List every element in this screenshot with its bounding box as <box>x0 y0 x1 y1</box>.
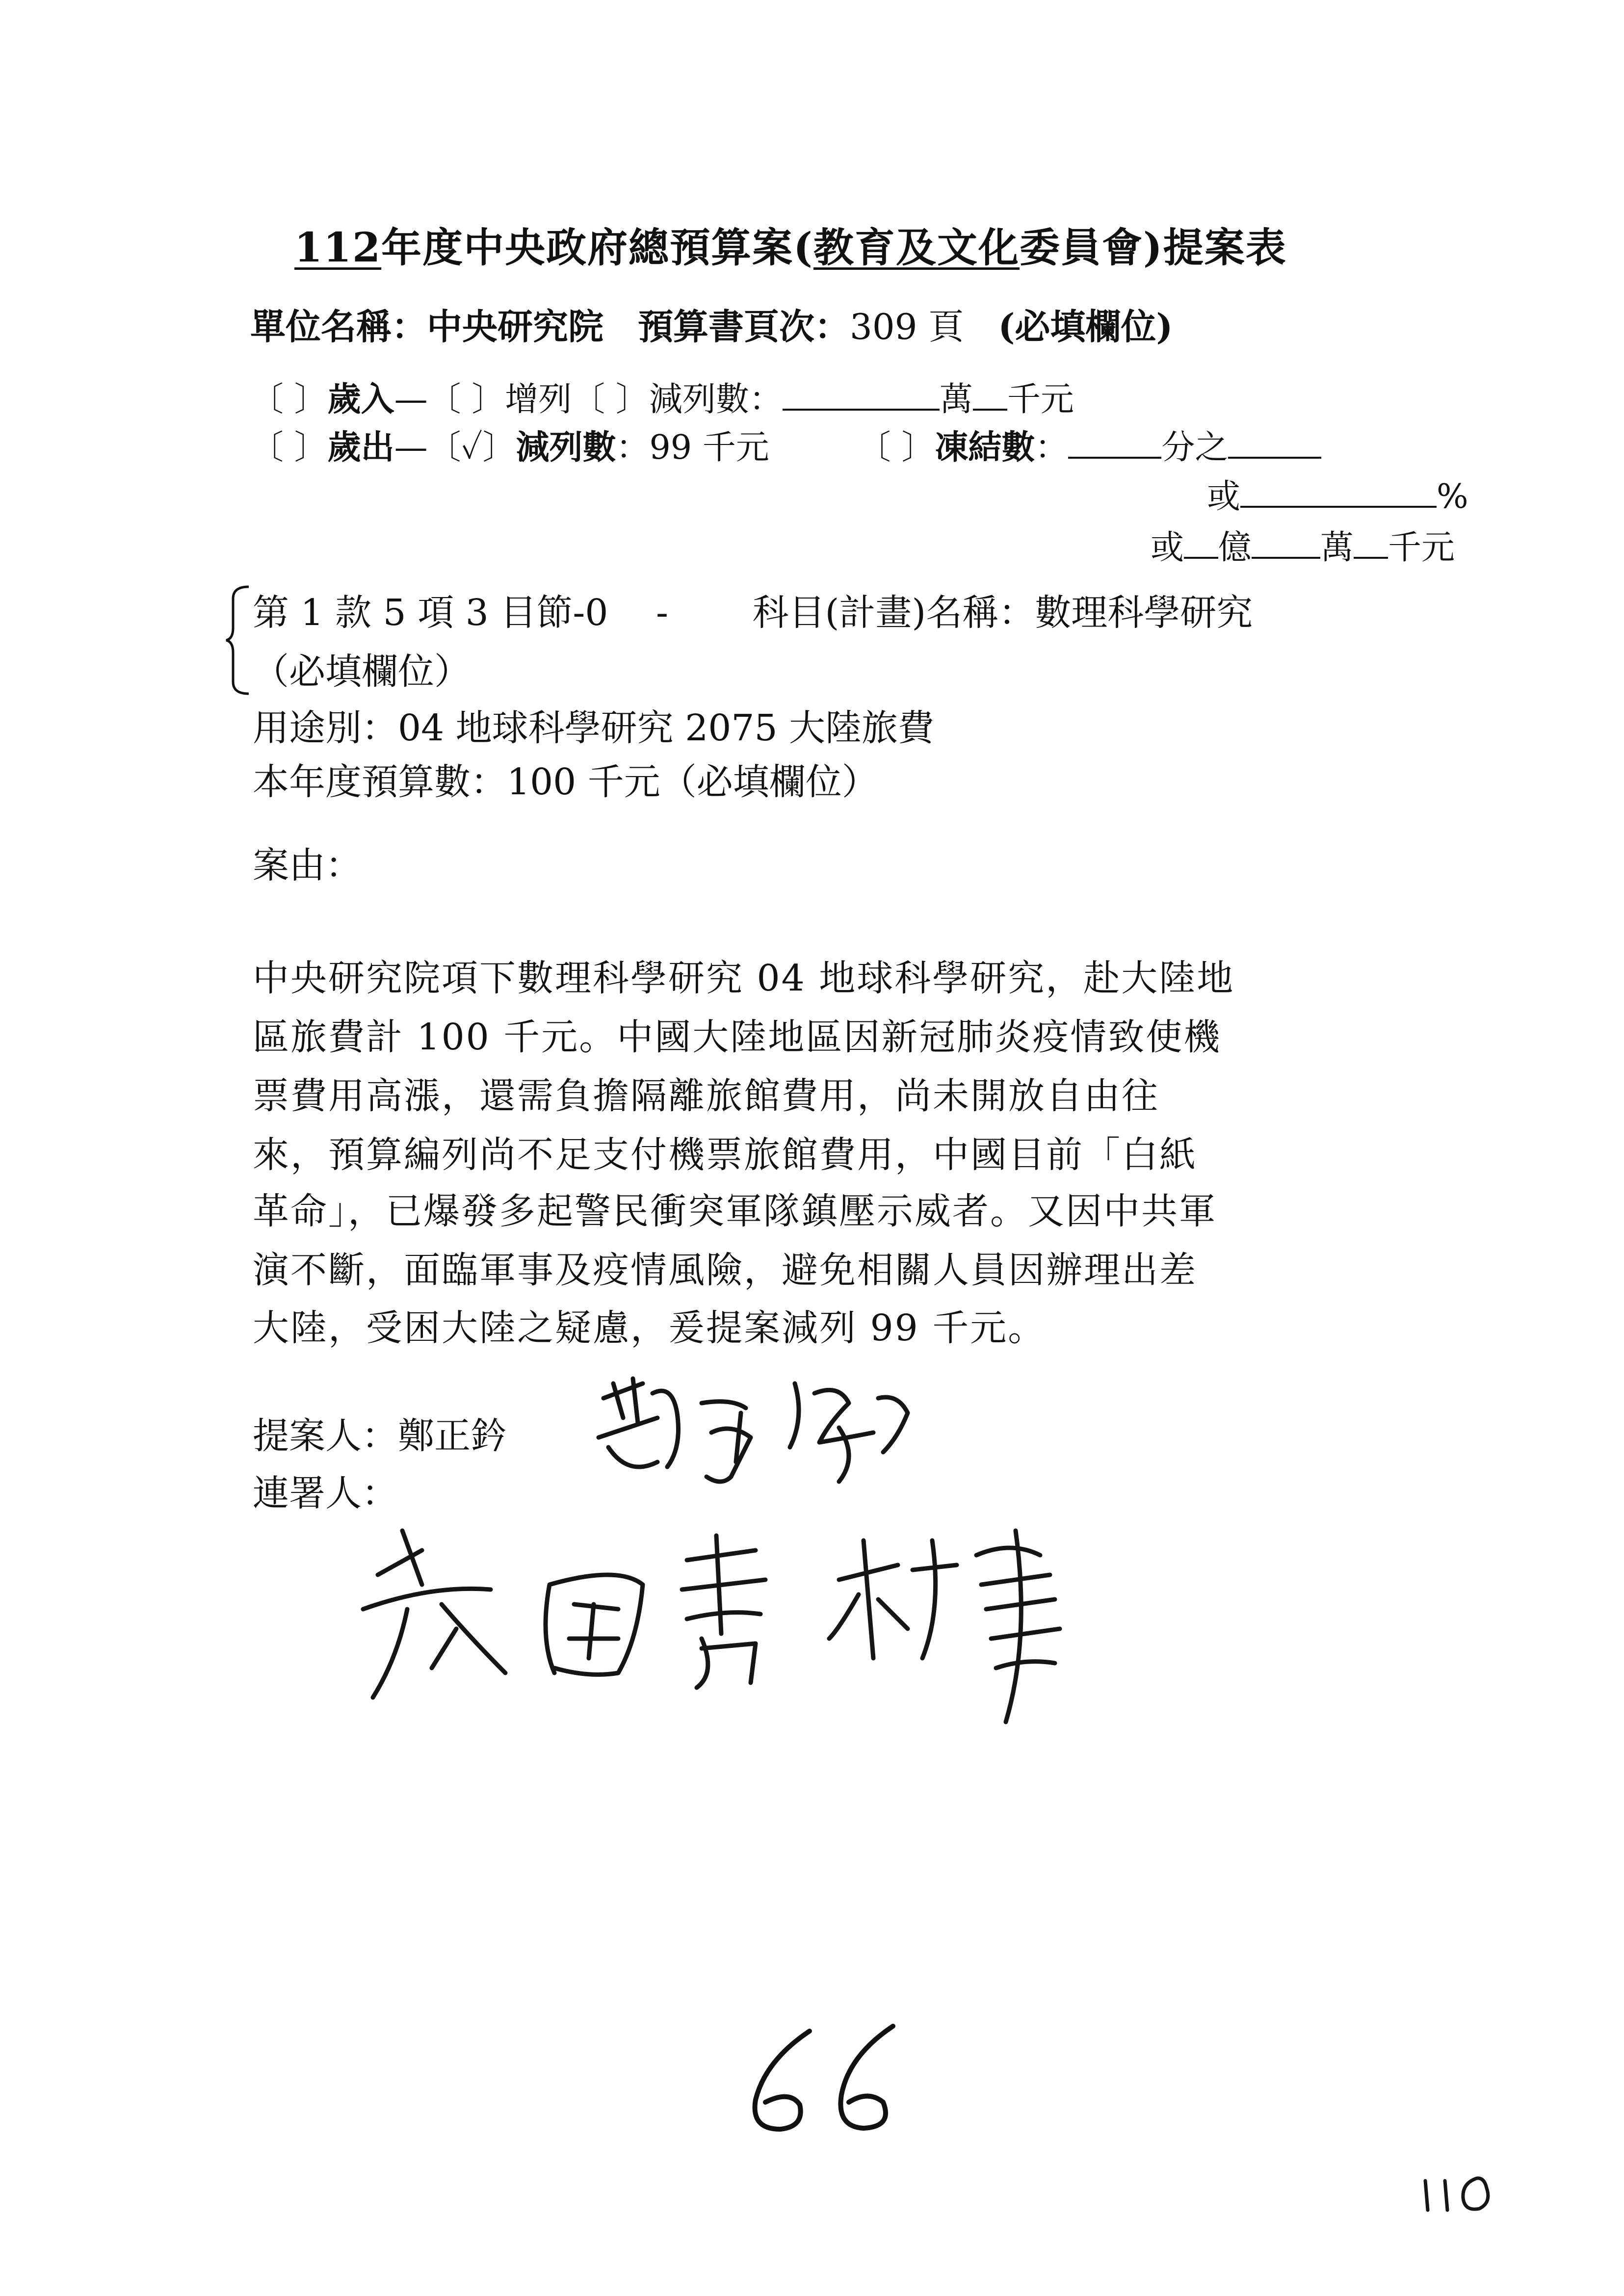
freeze-qian-blank <box>1354 528 1388 559</box>
freeze-qian-unit: 千元 <box>1388 528 1455 567</box>
revenue-dash: — <box>394 380 428 419</box>
unit-row <box>250 298 1173 349</box>
freeze-colon: ： <box>1035 428 1069 467</box>
reason-line: 中央研究院項下數理科學研究 04 地球科學研究，赴大陸地 <box>253 957 1235 999</box>
freeze-fraction-of: 分之 <box>1161 428 1229 467</box>
proposer-signature <box>584 1364 927 1491</box>
unit-label: 單位名稱：中央研究院 <box>250 306 604 347</box>
title-year: 112 <box>294 224 382 271</box>
required-tag: (必填欄位) <box>998 306 1173 347</box>
cosigner-label: 連署人： <box>253 1472 398 1514</box>
revenue-decrease: 〔 〕減列數： <box>572 380 783 419</box>
expense-decrease-label: 減列數 <box>516 428 616 467</box>
reason-line: 大陸，受困大陸之疑慮，爰提案減列 99 千元。 <box>253 1307 1046 1349</box>
freeze-percent-sign: % <box>1437 477 1468 516</box>
revenue-qian-unit: 千元 <box>1007 380 1074 419</box>
reason-label: 案由： <box>253 844 362 887</box>
reason-line: 革命」，已爆發多起警民衝突軍隊鎮壓示威者。又因中共軍 <box>253 1190 1217 1232</box>
handwritten-page-index <box>1418 2168 1506 2218</box>
freeze-amount-line <box>1151 521 1455 569</box>
proposer-row <box>253 1407 507 1459</box>
handwritten-page-number <box>736 2016 922 2144</box>
title-mid: 年度中央政府總預算案( <box>381 224 813 271</box>
proposer-name: 鄭正鈐 <box>398 1415 507 1457</box>
reason-line: 演不斷，面臨軍事及疫情風險，避免相關人員因辦理出差 <box>253 1249 1197 1291</box>
freeze-or-2: 或 <box>1151 528 1184 567</box>
item-purpose: 用途別：04 地球科學研究 2075 大陸旅費 <box>253 707 935 749</box>
freeze-or-1: 或 <box>1207 477 1241 516</box>
item-budget: 本年度預算數：100 千元（必填欄位） <box>253 761 878 803</box>
expense-label: 歲出 <box>327 428 394 467</box>
page-label: 預算書頁次： <box>638 306 850 347</box>
freeze-denominator-blank <box>1068 428 1161 459</box>
title-end: 委員會)提案表 <box>1020 224 1287 271</box>
expense-decrease-amount: 99 千元 <box>649 428 769 467</box>
revenue-increase: 〔 〕增列 <box>427 380 572 419</box>
expense-checkbox: 〔 〕 <box>250 428 328 467</box>
page-value: 309 頁 <box>850 306 964 347</box>
freeze-percent-line <box>1207 470 1468 518</box>
freeze-label: 凍結數 <box>935 428 1035 467</box>
freeze-percent-blank <box>1240 477 1437 508</box>
title-committee: 教育及文化 <box>813 224 1020 271</box>
reason-line: 區旅費計 100 千元。中國大陸地區因新冠肺炎疫情致使機 <box>253 1016 1222 1058</box>
reason-line: 來，預算編列尚不足支付機票旅館費用，中國目前「白紙 <box>253 1134 1197 1176</box>
revenue-label: 歲入 <box>327 380 394 419</box>
expense-line <box>250 421 1321 469</box>
freeze-numerator-blank <box>1228 428 1321 459</box>
reason-line: 票費用高漲，還需負擔隔離旅館費用，尚未開放自由往 <box>253 1075 1159 1117</box>
revenue-qian-blank <box>973 380 1007 411</box>
revenue-wan-unit: 萬 <box>939 380 973 419</box>
freeze-wan-blank <box>1252 528 1320 559</box>
proposer-label: 提案人： <box>253 1415 398 1457</box>
expense-dash: — <box>394 428 428 467</box>
item-line-2: （必填欄位） <box>253 651 471 693</box>
form-title <box>294 216 1287 273</box>
cosigner-signatures <box>343 1511 1178 1737</box>
revenue-wan-blank <box>783 380 940 411</box>
revenue-line <box>250 373 1074 420</box>
freeze-wan-unit: 萬 <box>1320 528 1354 567</box>
item-brace <box>223 584 253 697</box>
revenue-checkbox: 〔 〕 <box>250 380 328 419</box>
freeze-checkbox: 〔 〕 <box>857 428 935 467</box>
freeze-yi-blank <box>1184 528 1218 559</box>
item-line-1: 第 1 款 5 項 3 目節-0 - 科目(計畫)名稱：數理科學研究 <box>253 592 1253 634</box>
expense-colon: ： <box>616 428 650 467</box>
freeze-yi-unit: 億 <box>1218 528 1252 567</box>
expense-decrease-checked: 〔✓〕 <box>427 428 516 467</box>
